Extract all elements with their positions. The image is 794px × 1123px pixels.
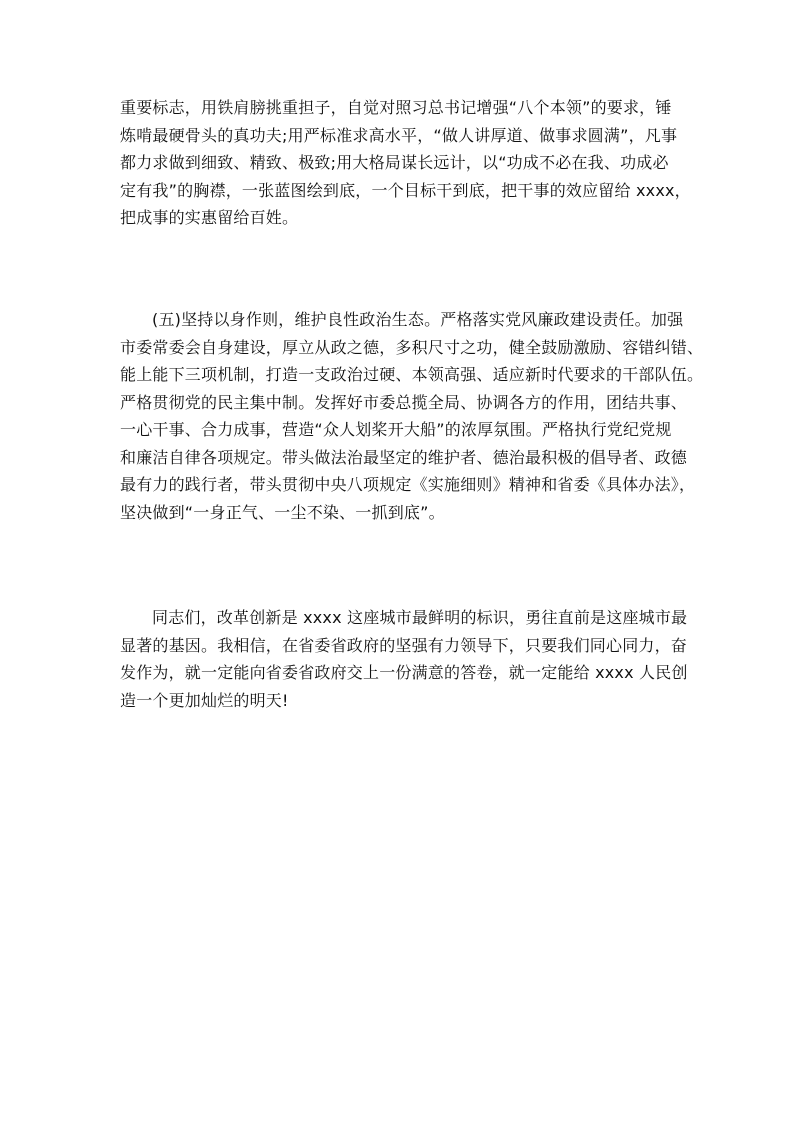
paragraph-line: 都力求做到细致、精致、极致;用大格局谋长远计，以“功成不必在我、功成必 <box>120 153 669 172</box>
paragraph-line: 坚决做到“一身正气、一尘不染、一抓到底”。 <box>120 502 445 522</box>
paragraph-line: 和廉洁自律各项规定。带头做法治最坚定的维护者、德治最积极的倡导者、政德 <box>120 447 688 467</box>
paragraph-line: 显著的基因。我相信，在省委省政府的坚强有力领导下，只要我们同心同力，奋 <box>120 635 688 655</box>
paragraph-line: 市委常委会自身建设，厚立从政之德，多积尺寸之功，健全鼓励激励、容错纠错、 <box>120 337 704 357</box>
paragraph-line: 发作为，就一定能向省委省政府交上一份满意的答卷，就一定能给 xxxx 人民创 <box>120 663 688 682</box>
paragraph-closing <box>120 604 690 714</box>
paragraph-line: 造一个更加灿烂的明天! <box>120 690 289 710</box>
paragraph-line: 同志们，改革创新是 xxxx 这座城市最鲜明的标识，勇往直前是这座城市最 <box>152 608 688 627</box>
paragraph-line: 最有力的践行者，带头贯彻中央八项规定《实施细则》精神和省委《具体办法》， <box>120 475 696 494</box>
paragraph-line: (五)坚持以身作则，维护良性政治生态。严格落实党风廉政建设责任。加强 <box>152 310 684 329</box>
paragraph-line: 一心干事、合力成事，营造“众人划桨开大船”的浓厚氛围。严格执行党纪党规 <box>120 420 672 439</box>
paragraph-section-five <box>120 306 704 526</box>
paragraph-responsibility <box>120 94 690 232</box>
paragraph-line: 严格贯彻党的民主集中制。发挥好市委总揽全局、协调各方的作用，团结共事、 <box>120 392 688 412</box>
paragraph-line: 把成事的实惠留给百姓。 <box>120 208 299 227</box>
paragraph-line: 能上能下三项机制，打造一支政治过硬、本领高强、适应新时代要求的干部队伍。 <box>120 365 704 384</box>
paragraph-line: 定有我”的胸襟，一张蓝图绘到底，一个目标干到底，把干事的效应留给 xxxx， <box>120 180 691 200</box>
paragraph-line: 炼啃最硬骨头的真功夫;用严标准求高水平，“做人讲厚道、做事求圆满”，凡事 <box>120 125 678 145</box>
paragraph-line: 重要标志，用铁肩膀挑重担子，自觉对照习总书记增强“八个本领”的要求，锤 <box>120 98 672 117</box>
